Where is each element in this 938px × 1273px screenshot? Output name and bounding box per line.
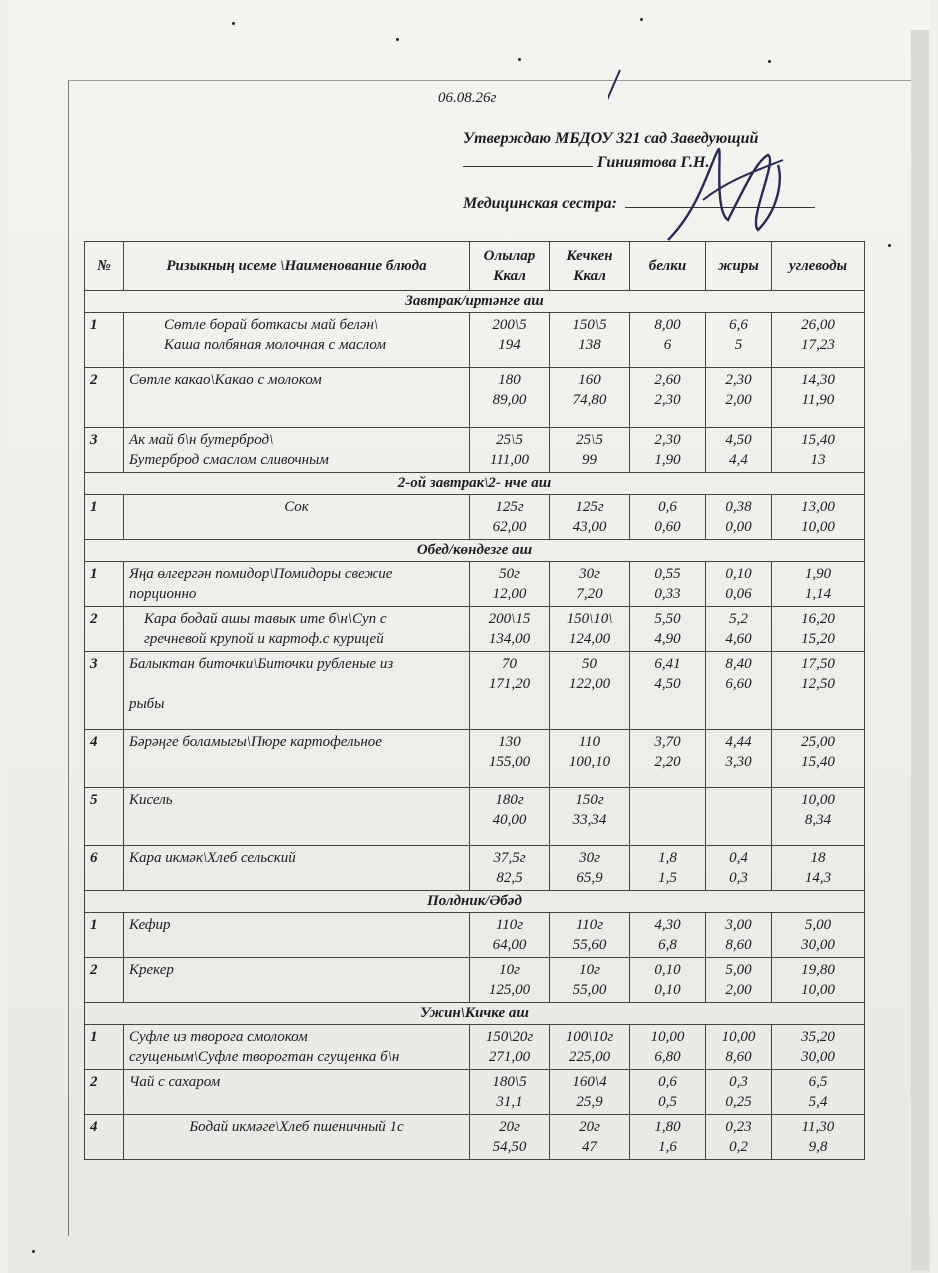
cell-kcal-adult: 70 171,20	[470, 652, 550, 730]
cell-proteins: 2,60 2,30	[630, 368, 706, 428]
section-title: Обед/көндезге аш	[85, 540, 865, 562]
dish-name-line-2: гречневой крупой и картоф.с курицей	[144, 631, 384, 647]
cell-fats: 8,40 6,60	[706, 652, 772, 730]
col-header-proteins: белки	[630, 242, 706, 291]
col-header-fats: жиры	[706, 242, 772, 291]
dish-name-line-1: Ак май б\н бутерброд\	[129, 432, 274, 448]
section-row	[85, 291, 865, 313]
cell-fats: 6,6 5	[706, 313, 772, 368]
table-row	[85, 313, 865, 368]
section-row	[85, 473, 865, 495]
dish-name-line-1: Кара бодай ашы тавык ите б\н\Суп с	[144, 611, 387, 627]
cell-carbs: 11,30 9,8	[772, 1115, 865, 1160]
cell-fats: 4,50 4,4	[706, 428, 772, 473]
dish-name	[124, 495, 470, 540]
paper-speck	[518, 58, 521, 61]
row-number: 2	[85, 1070, 124, 1115]
cell-kcal-adult: 130 155,00	[470, 730, 550, 788]
col-header-kcal-adult: Олылар Ккал	[470, 242, 550, 291]
approval-line: Утверждаю МБДОУ 321 сад Заведующий	[463, 130, 759, 147]
cell-kcal-adult: 180 89,00	[470, 368, 550, 428]
cell-fats: 0,4 0,3	[706, 846, 772, 891]
cell-kcal-adult: 200\15 134,00	[470, 607, 550, 652]
cell-fats: 0,23 0,2	[706, 1115, 772, 1160]
cell-kcal-child: 150\10\ 124,00	[550, 607, 630, 652]
dish-name	[124, 846, 470, 891]
col-header-num: №	[85, 242, 124, 291]
dish-name-line-2: порционно	[129, 586, 197, 602]
dish-name	[124, 562, 470, 607]
table-row	[85, 652, 865, 730]
cell-fats: 3,00 8,60	[706, 913, 772, 958]
cell-kcal-child: 50 122,00	[550, 652, 630, 730]
dish-name-line-1: Сок	[284, 499, 309, 515]
dish-name	[124, 1070, 470, 1115]
section-row	[85, 891, 865, 913]
cell-proteins: 0,6 0,5	[630, 1070, 706, 1115]
table-row	[85, 1070, 865, 1115]
table-row	[85, 958, 865, 1003]
signature-blank	[463, 152, 593, 167]
cell-proteins: 5,50 4,90	[630, 607, 706, 652]
dish-name-line-1: Кефир	[129, 917, 171, 933]
cell-kcal-adult: 37,5г 82,5	[470, 846, 550, 891]
cell-kcal-child: 110 100,10	[550, 730, 630, 788]
row-number: 3	[85, 652, 124, 730]
table-row	[85, 562, 865, 607]
cell-proteins: 3,70 2,20	[630, 730, 706, 788]
table-row	[85, 607, 865, 652]
col-header-carbs: углеводы	[772, 242, 865, 291]
cell-fats: 5,2 4,60	[706, 607, 772, 652]
cell-kcal-child: 10г 55,00	[550, 958, 630, 1003]
dish-name	[124, 1115, 470, 1160]
cell-proteins: 4,30 6,8	[630, 913, 706, 958]
cell-proteins: 2,30 1,90	[630, 428, 706, 473]
cell-kcal-child: 20г 47	[550, 1115, 630, 1160]
cell-kcal-adult: 200\5 194	[470, 313, 550, 368]
dish-name	[124, 913, 470, 958]
row-number: 2	[85, 607, 124, 652]
dish-name-line-1: Сөтле какао\Какао с молоком	[129, 372, 322, 388]
row-number: 5	[85, 788, 124, 846]
cell-carbs: 25,00 15,40	[772, 730, 865, 788]
table-row	[85, 428, 865, 473]
cell-kcal-child: 160 74,80	[550, 368, 630, 428]
cell-proteins: 1,80 1,6	[630, 1115, 706, 1160]
menu-sheet	[8, 0, 930, 1273]
cell-kcal-child: 30г 65,9	[550, 846, 630, 891]
cell-kcal-adult: 25\5 111,00	[470, 428, 550, 473]
dish-name	[124, 368, 470, 428]
cell-kcal-adult: 150\20г 271,00	[470, 1025, 550, 1070]
dish-name	[124, 607, 470, 652]
paper-speck	[396, 38, 399, 41]
cell-proteins: 8,00 6	[630, 313, 706, 368]
menu-date: 06.08.26г	[438, 90, 497, 106]
dish-name-line-1: Суфле из творога смолоком	[129, 1029, 308, 1045]
dish-name	[124, 1025, 470, 1070]
cell-proteins: 10,00 6,80	[630, 1025, 706, 1070]
row-number: 2	[85, 368, 124, 428]
table-row	[85, 788, 865, 846]
dish-name-line-1: Бодай икмәге\Хлеб пшеничный 1с	[189, 1119, 404, 1135]
section-row	[85, 540, 865, 562]
section-title: Завтрак/иртәнге аш	[85, 291, 865, 313]
cell-kcal-child: 100\10г 225,00	[550, 1025, 630, 1070]
cell-carbs: 14,30 11,90	[772, 368, 865, 428]
row-number: 1	[85, 1025, 124, 1070]
table-row	[85, 1025, 865, 1070]
cell-fats: 10,00 8,60	[706, 1025, 772, 1070]
cell-kcal-adult: 50г 12,00	[470, 562, 550, 607]
cell-carbs: 35,20 30,00	[772, 1025, 865, 1070]
cell-carbs: 13,00 10,00	[772, 495, 865, 540]
row-number: 4	[85, 1115, 124, 1160]
dish-name	[124, 788, 470, 846]
dish-name	[124, 313, 470, 368]
cell-carbs: 17,50 12,50	[772, 652, 865, 730]
cell-carbs: 1,90 1,14	[772, 562, 865, 607]
cell-kcal-child: 160\4 25,9	[550, 1070, 630, 1115]
cell-kcal-child: 25\5 99	[550, 428, 630, 473]
table-row	[85, 1115, 865, 1160]
cell-kcal-adult: 10г 125,00	[470, 958, 550, 1003]
cell-carbs: 6,5 5,4	[772, 1070, 865, 1115]
paper-speck	[768, 60, 771, 63]
cell-fats	[706, 788, 772, 846]
section-title: Полдник/Әбәд	[85, 891, 865, 913]
cell-kcal-child: 30г 7,20	[550, 562, 630, 607]
cell-fats: 0,3 0,25	[706, 1070, 772, 1115]
cell-proteins	[630, 788, 706, 846]
row-number: 1	[85, 495, 124, 540]
table-row	[85, 846, 865, 891]
handwritten-signature	[608, 60, 808, 250]
cell-kcal-adult: 110г 64,00	[470, 913, 550, 958]
col-header-kcal-child: Кечкен Ккал	[550, 242, 630, 291]
dish-name	[124, 652, 470, 730]
cell-proteins: 0,10 0,10	[630, 958, 706, 1003]
table-row	[85, 368, 865, 428]
row-number: 6	[85, 846, 124, 891]
paper-speck	[888, 244, 891, 247]
section-title: Ужин\Кичке аш	[85, 1003, 865, 1025]
cell-carbs: 5,00 30,00	[772, 913, 865, 958]
cell-kcal-child: 150г 33,34	[550, 788, 630, 846]
dish-name-line-2: сгущеным\Суфле творогтан сгущенка б\н	[129, 1049, 400, 1065]
paper-edge	[911, 30, 929, 1270]
row-number: 1	[85, 913, 124, 958]
table-header-row	[85, 242, 865, 291]
cell-fats: 0,10 0,06	[706, 562, 772, 607]
cell-kcal-adult: 180г 40,00	[470, 788, 550, 846]
dish-name-line-2: Бутерброд смаслом сливочным	[129, 452, 329, 468]
nurse-label: Медицинская сестра:	[463, 195, 617, 212]
dish-name	[124, 428, 470, 473]
row-number: 1	[85, 562, 124, 607]
cell-kcal-adult: 180\5 31,1	[470, 1070, 550, 1115]
section-title: 2-ой завтрак\2- нче аш	[85, 473, 865, 495]
dish-name-line-1: Бәрәңге боламыгы\Пюре картофельное	[129, 734, 382, 750]
paper-speck	[32, 1250, 35, 1253]
cell-kcal-adult: 20г 54,50	[470, 1115, 550, 1160]
dish-name-line-1: Крекер	[129, 962, 174, 978]
cell-carbs: 18 14,3	[772, 846, 865, 891]
table-row	[85, 495, 865, 540]
row-number: 4	[85, 730, 124, 788]
cell-carbs: 26,00 17,23	[772, 313, 865, 368]
dish-name-line-1: Чай с сахаром	[129, 1074, 221, 1090]
paper-speck	[232, 22, 235, 25]
dish-name-line-1: Балыктан биточки\Биточки рубленые из	[129, 656, 394, 672]
cell-kcal-child: 110г 55,60	[550, 913, 630, 958]
paper-speck	[640, 18, 643, 21]
dish-name	[124, 730, 470, 788]
cell-kcal-child: 150\5 138	[550, 313, 630, 368]
cell-carbs: 10,00 8,34	[772, 788, 865, 846]
cell-carbs: 15,40 13	[772, 428, 865, 473]
cell-carbs: 19,80 10,00	[772, 958, 865, 1003]
cell-fats: 2,30 2,00	[706, 368, 772, 428]
dish-name-line-1: Сөтле борай боткасы май белән\	[164, 317, 379, 333]
cell-proteins: 1,8 1,5	[630, 846, 706, 891]
cell-fats: 0,38 0,00	[706, 495, 772, 540]
row-number: 1	[85, 313, 124, 368]
cell-proteins: 0,6 0,60	[630, 495, 706, 540]
dish-name-line-2: рыбы	[129, 696, 165, 712]
cell-fats: 5,00 2,00	[706, 958, 772, 1003]
section-row	[85, 1003, 865, 1025]
dish-name-line-2: Каша полбяная молочная с маслом	[164, 337, 386, 353]
cell-carbs: 16,20 15,20	[772, 607, 865, 652]
table-row	[85, 730, 865, 788]
approver-name: Гиниятова Г.Н.	[597, 154, 710, 171]
cell-fats: 4,44 3,30	[706, 730, 772, 788]
dish-name	[124, 958, 470, 1003]
table-row	[85, 913, 865, 958]
cell-kcal-child: 125г 43,00	[550, 495, 630, 540]
cell-kcal-adult: 125г 62,00	[470, 495, 550, 540]
dish-name-line-1: Яңа өлгергән помидор\Помидоры свежие	[129, 566, 393, 582]
cell-proteins: 0,55 0,33	[630, 562, 706, 607]
dish-name-line-1: Кара икмәк\Хлеб сельский	[129, 850, 296, 866]
menu-table	[84, 241, 865, 1160]
dish-name-line-1: Кисель	[129, 792, 173, 808]
cell-proteins: 6,41 4,50	[630, 652, 706, 730]
row-number: 2	[85, 958, 124, 1003]
row-number: 3	[85, 428, 124, 473]
col-header-name: Ризыкның исеме \Наименование блюда	[124, 242, 470, 291]
